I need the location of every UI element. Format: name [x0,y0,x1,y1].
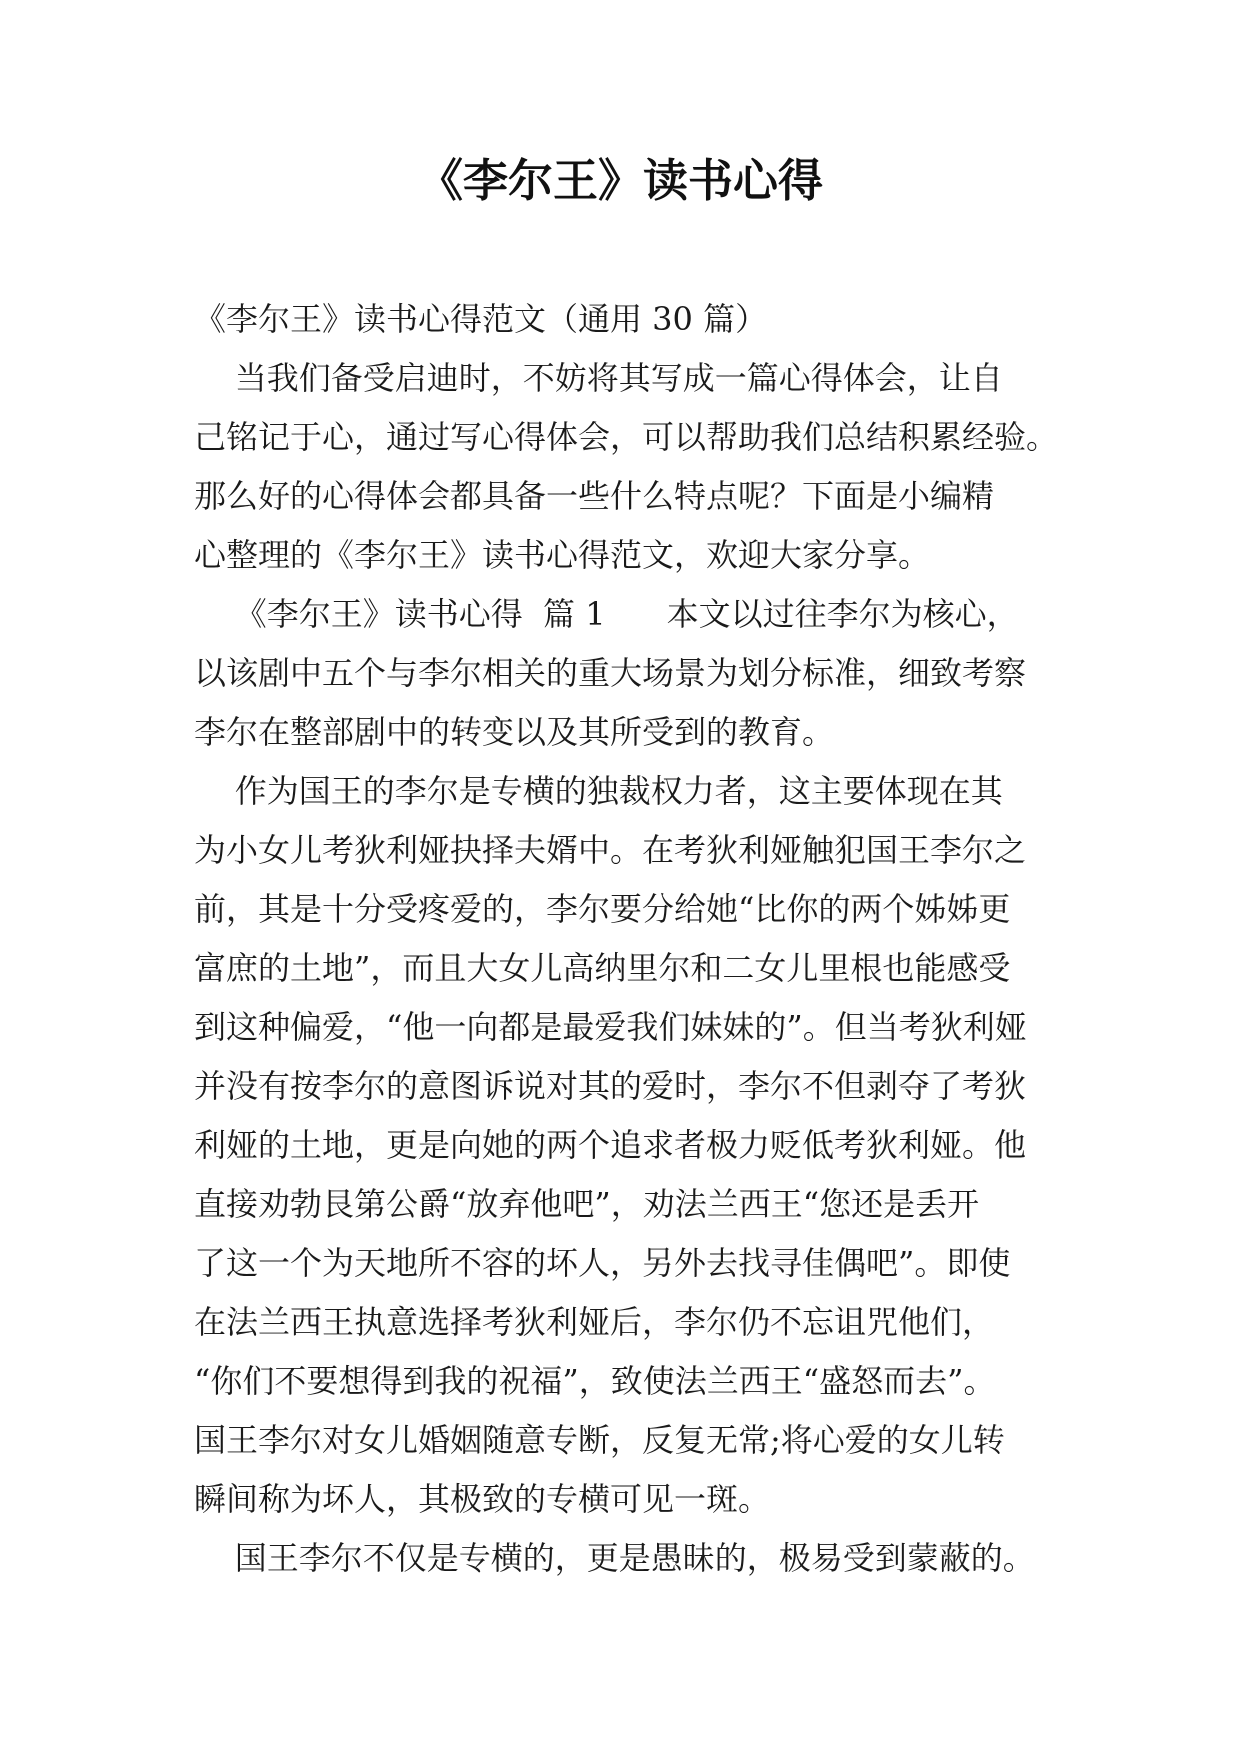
document-body [194,290,1059,1588]
body-line: 富庶的土地”，而且大女儿高纳里尔和二女儿里根也能感受 [194,949,1011,987]
body-line: 那么好的心得体会都具备一些什么特点呢？下面是小编精 [194,477,995,515]
body-line: 作为国王的李尔是专横的独裁权力者，这主要体现在其 [194,772,1003,810]
body-line: 在法兰西王执意选择考狄利娅后，李尔仍不忘诅咒他们， [194,1303,995,1341]
body-line: 以该剧中五个与李尔相关的重大场景为划分标准，细致考察 [194,654,1027,692]
body-line: 《李尔王》读书心得范文（通用 30 篇） [194,300,768,338]
body-line: 心整理的《李尔王》读书心得范文，欢迎大家分享。 [194,536,931,574]
document-title: 《李尔王》读书心得 [417,154,823,207]
body-line: 直接劝勃艮第公爵“放弃他吧”，劝法兰西王“您还是丢开 [194,1185,980,1223]
body-line: “你们不要想得到我的祝福”，致使法兰西王“盛怒而去”。 [194,1362,996,1400]
body-line: 当我们备受启迪时，不妨将其写成一篇心得体会，让自 [194,359,1003,397]
body-line: 到这种偏爱，“他一向都是最爱我们妹妹的”。但当考狄利娅 [194,1008,1027,1046]
body-line: 前，其是十分受疼爱的，李尔要分给她“比你的两个姊姊更 [194,890,1011,928]
body-line: 李尔在整部剧中的转变以及其所受到的教育。 [194,713,835,751]
body-line: 国王李尔不仅是专横的，更是愚昧的，极易受到蒙蔽的。 [194,1539,1035,1577]
body-line: 为小女儿考狄利娅抉择夫婿中。在考狄利娅触犯国王李尔之 [194,831,1027,869]
body-line: 并没有按李尔的意图诉说对其的爱时，李尔不但剥夺了考狄 [194,1067,1027,1105]
body-line: 瞬间称为坏人，其极致的专横可见一斑。 [194,1480,771,1518]
body-line: 利娅的土地，更是向她的两个追求者极力贬低考狄利娅。他 [194,1126,1027,1164]
body-line: 了这一个为天地所不容的坏人，另外去找寻佳偶吧”。即使 [194,1244,1011,1282]
body-line: 《李尔王》读书心得 篇 1 本文以过往李尔为核心， [194,595,1019,633]
body-line: 国王李尔对女儿婚姻随意专断，反复无常;将心爱的女儿转 [194,1421,1005,1459]
body-line: 己铭记于心，通过写心得体会，可以帮助我们总结积累经验。 [194,418,1059,456]
